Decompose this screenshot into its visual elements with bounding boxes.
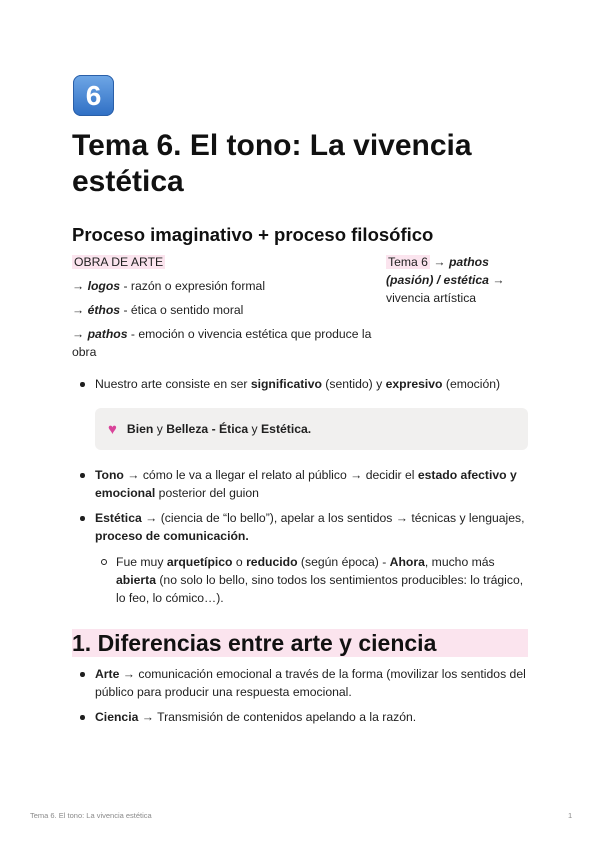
bullet-list-arte: [72, 375, 528, 400]
logos-line: → logos - razón o expresión formal: [72, 279, 266, 293]
section-heading-diferencias: 1. Diferencias entre arte y ciencia: [72, 629, 528, 657]
callout-bien-belleza: ♥ Bien y Belleza - Ética y Estética.: [95, 408, 528, 450]
obra-de-arte-label: OBRA DE ARTE: [74, 255, 164, 269]
sub-list-item: Fue muy arquetípico o reducido (según época) - Ahora, mucho más abierta (no solo lo bello, sino todos los sentimientos producibles: lo trágico, lo feo, lo cómico…).: [72, 553, 528, 607]
heart-icon: ♥: [108, 420, 117, 438]
bullet-list-arte-ciencia: [72, 665, 528, 733]
page-title: Tema 6. El tono: La vivencia estética: [72, 129, 472, 198]
side-note: Tema 6 → pathos (pasión) / estética → vivencia artística: [386, 255, 505, 305]
list-item-estetica: Estética → (ciencia de “lo bello”), apelar a los sentidos → técnicas y lenguajes, proceso de comunicación.: [72, 509, 528, 545]
number-six-emoji-icon: 6: [73, 75, 114, 116]
bullet-list-tono-estetica: [72, 466, 528, 552]
pathos-line: → pathos - emoción o vivencia estética que produce la obra: [72, 327, 372, 359]
list-item-arte: Arte → comunicación emocional a través de la forma (movilizar los sentidos del público para producir una respuesta emocional.: [72, 665, 528, 701]
footer-title: Tema 6. El tono: La vivencia estética: [30, 811, 152, 820]
page-number: 1: [568, 811, 573, 820]
sub-list-estetica: [72, 553, 528, 614]
side-note-bold: pathos (pasión) / estética →: [386, 255, 505, 287]
section-heading-proceso: Proceso imaginativo + proceso filosófico: [72, 224, 434, 245]
side-note-tag: Tema 6: [388, 255, 428, 269]
list-item: Nuestro arte consiste en ser significativo (sentido) y expresivo (emoción): [72, 375, 528, 393]
obra-de-arte-block: [72, 253, 382, 367]
list-item-ciencia: Ciencia → Transmisión de contenidos apelando a la razón.: [72, 708, 528, 726]
ethos-line: → éthos - ética o sentido moral: [72, 303, 244, 317]
list-item-tono: Tono → cómo le va a llegar el relato al público → decidir el estado afectivo y emocional posterior del guion: [72, 466, 528, 502]
